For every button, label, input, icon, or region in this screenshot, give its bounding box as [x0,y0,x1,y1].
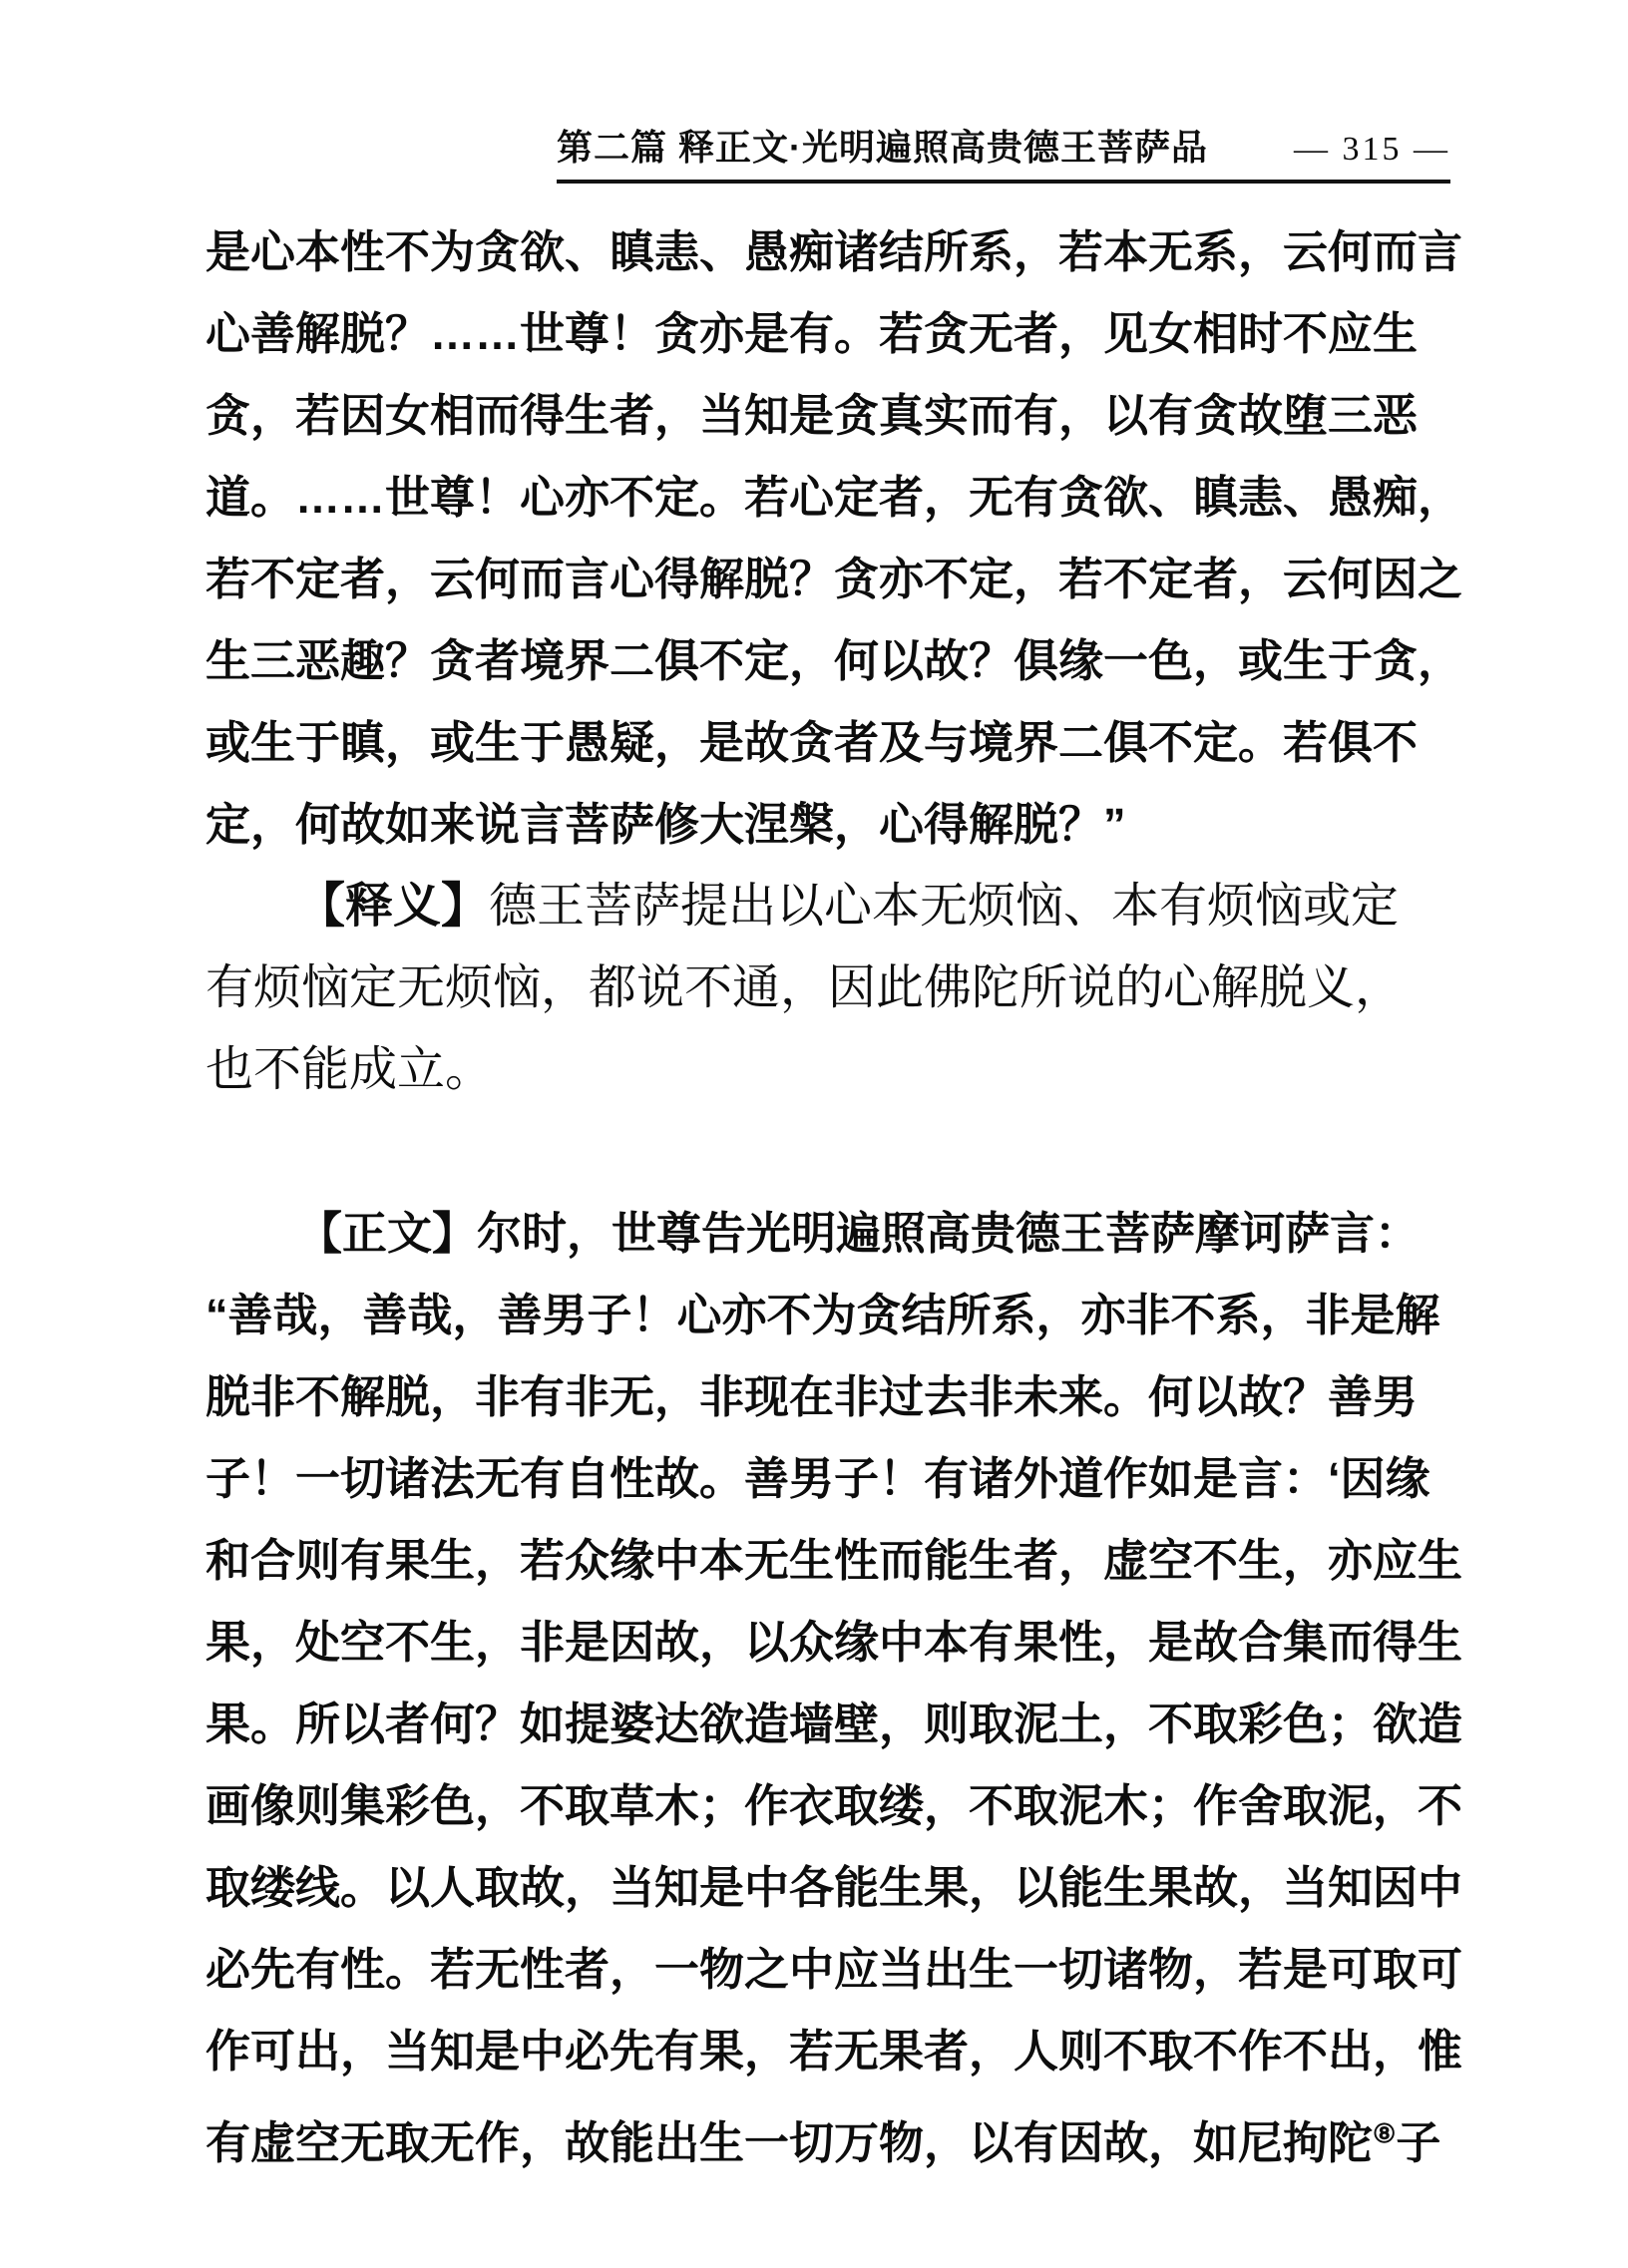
footnote-marker: ⑧ [1373,2118,1397,2148]
text-line: 必先有性。若无性者，一物之中应当出生一切诸物，若是可取可 [205,1944,1463,1995]
text-line: 是心本性不为贪欲、瞋恚、愚痴诸结所系，若本无系，云何而言 [205,226,1463,277]
text-line: 有烦恼定无烦恼，都说不通，因此佛陀所说的心解脱义， [205,961,1404,1014]
text-line: “善哉，善哉，善男子！心亦不为贪结所系，亦非不系，非是解 [205,1290,1440,1340]
text-line: 也不能成立。 [205,1043,494,1096]
text-line: 子！一切诸法无有自性故。善男子！有诸外道作如是言：‘因缘 [205,1453,1430,1504]
page-number: — 315 — [1294,131,1450,168]
main-text-label: 【正文】 [297,1208,478,1259]
text-line: 若不定者，云何而言心得解脱？贪亦不定，若不定者，云何因之 [205,554,1463,604]
text-line: 作可出，当知是中必先有果，若无果者，人则不取不作不出，惟 [205,2026,1463,2077]
blank-line [205,1111,1462,1193]
scripture-quote-paragraph [205,211,1462,866]
text-block [205,211,1462,2174]
commentary-paragraph [205,866,1462,1111]
text-line: 果。所以者何？如提婆达欲造墙壁，则取泥土，不取彩色；欲造 [205,1699,1463,1749]
text-line: 定，何故如来说言菩萨修大涅槃，心得解脱？” [205,799,1126,850]
commentary-label: 【释义】 [297,880,490,933]
main-text-first-line: 尔时，世尊告光明遍照高贵德王菩萨摩诃萨言： [477,1208,1421,1259]
running-head [557,120,1450,184]
text-line: 心善解脱？……世尊！贪亦是有。若贪无者，见女相时不应生 [205,308,1419,359]
chapter-title: 第二篇 释正文·光明遍照高贵德王菩萨品 [557,127,1208,168]
text-line: 或生于瞋，或生于愚疑，是故贪者及与境界二俱不定。若俱不 [205,717,1419,768]
text-line [205,866,1462,947]
text-line: 果，处空不生，非是因故，以众缘中本有果性，是故合集而得生 [205,1617,1463,1668]
text-line: 道。……世尊！心亦不定。若心定者，无有贪欲、瞋恚、愚痴， [205,472,1463,523]
text-line: 贪，若因女相而得生者，当知是贪真实而有，以有贪故堕三恶 [205,390,1419,441]
text-line: 和合则有果生，若众缘中本无生性而能生者，虚空不生，亦应生 [205,1535,1463,1586]
commentary-first-line: 德王菩萨提出以心本无烦恼、本有烦恼或定 [489,880,1400,933]
text-line [205,1193,1462,1275]
main-text-paragraph [205,1193,1462,2174]
text-line: 画像则集彩色，不取草木；作衣取缕，不取泥木；作舍取泥，不 [205,1780,1463,1831]
text-line [205,2092,1462,2174]
text-line: 生三恶趣？贪者境界二俱不定，何以故？俱缘一色，或生于贪， [205,635,1463,686]
text-line: 取缕线。以人取故，当知是中各能生果，以能生果故，当知因中 [205,1862,1463,1913]
last-line-post: 子 [1396,2117,1441,2168]
last-line-pre: 有虚空无取无作，故能出生一切万物，以有因故，如尼拘陀 [205,2117,1374,2168]
text-line: 脱非不解脱，非有非无，非现在非过去非未来。何以故？善男 [205,1371,1419,1422]
